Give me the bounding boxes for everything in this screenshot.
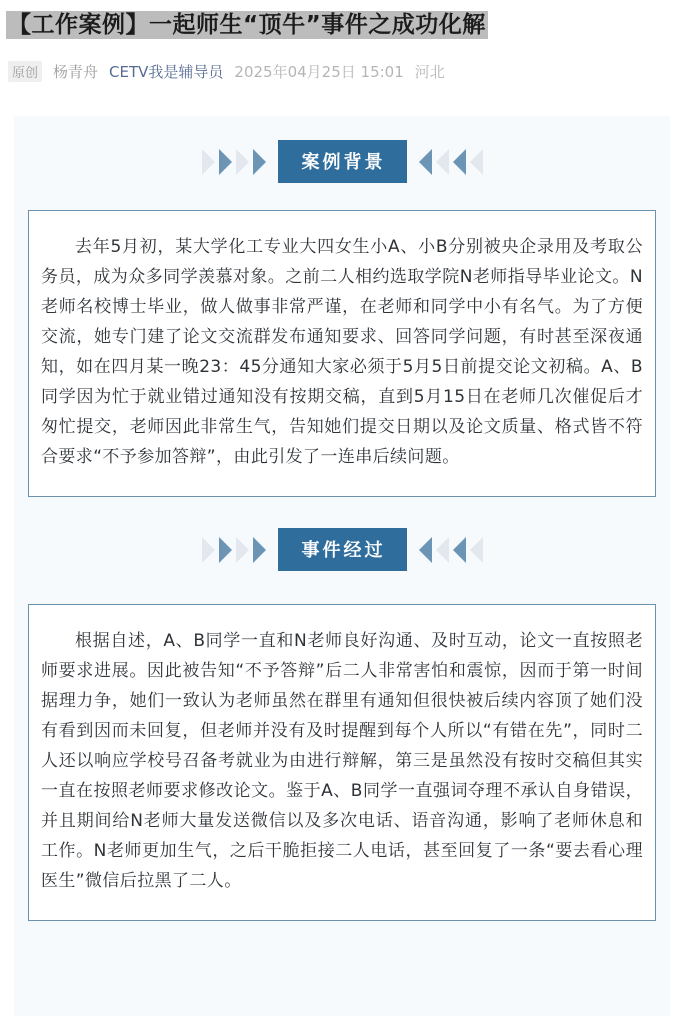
section-paragraph: 去年5月初，某大学化工专业大四女生小A、小B分别被央企录用及考取公务员，成为众多同学羡慕对象。之前二人相约选取学院N老师指导毕业论文。N老师名校博士毕业，做人做事非常严谨，在老师和同学中小有名气。为了方便交流，她专门建了论文交流群发布通知要求、回答同学问题，有时甚至深夜通知，如在四月某一晚23：45分通知大家必须于5月5日前提交论文初稿。A、B同学因为忙于就业错过通知没有按期交稿，直到5月15日在老师几次催促后才匆忙提交，老师因此非常生气，告知她们提交日期以及论文质量、格式皆不符合要求“不予参加答辩”，由此引发了一连串后续问题。 bbox=[41, 237, 643, 467]
arrow-left-icon bbox=[470, 149, 483, 175]
arrow-right-icon bbox=[202, 149, 215, 175]
arrow-left-icon bbox=[419, 537, 432, 563]
section-textbox-background bbox=[28, 210, 656, 497]
arrow-right-icon bbox=[236, 149, 249, 175]
arrow-right-icon bbox=[219, 537, 232, 563]
decorative-arrows-right bbox=[419, 149, 483, 175]
arrow-left-icon bbox=[470, 537, 483, 563]
arrow-right-icon bbox=[253, 537, 266, 563]
section-heading: 事件经过 bbox=[278, 528, 407, 571]
arrow-right-icon bbox=[253, 149, 266, 175]
article-card bbox=[14, 116, 670, 1016]
section-heading: 案例背景 bbox=[278, 140, 407, 183]
section-banner-background bbox=[28, 140, 656, 183]
original-badge: 原创 bbox=[8, 61, 42, 82]
section-banner-process bbox=[28, 528, 656, 571]
arrow-left-icon bbox=[419, 149, 432, 175]
arrow-right-icon bbox=[202, 537, 215, 563]
decorative-arrows-left bbox=[202, 537, 266, 563]
arrow-right-icon bbox=[219, 149, 232, 175]
author-name: 杨青舟 bbox=[53, 63, 99, 81]
section-paragraph: 根据自述，A、B同学一直和N老师良好沟通、及时互动，论文一直按照老师要求进展。因此被告知“不予答辩”后二人非常害怕和震惊，因而于第一时间据理力争，她们一致认为老师虽然在群里有通知但很快被后续内容顶了她们没有看到因而未回复，但老师并没有及时提醒到每个人所以“有错在先”，同时二人还以响应学校号召备考就业为由进行辩解，第三是虽然没有按时交稿但其实一直在按照老师要求修改论文。鉴于A、B同学一直强词夺理不承认自身错误，并且期间给N老师大量发送微信以及多次电话、语音沟通，影响了老师休息和工作。N老师更加生气，之后干脆拒接二人电话，甚至回复了一条“要去看心理医生”微信后拉黑了二人。 bbox=[41, 631, 643, 891]
section-textbox-process bbox=[28, 604, 656, 921]
arrow-right-icon bbox=[236, 537, 249, 563]
arrow-left-icon bbox=[436, 149, 449, 175]
page-title bbox=[6, 8, 678, 42]
decorative-arrows-right bbox=[419, 537, 483, 563]
page-title-text: 【工作案例】一起师生“顶牛”事件之成功化解 bbox=[8, 12, 486, 38]
byline bbox=[8, 61, 678, 82]
arrow-left-icon bbox=[436, 537, 449, 563]
account-link[interactable]: CETV我是辅导员 bbox=[109, 63, 224, 81]
decorative-arrows-left bbox=[202, 149, 266, 175]
publish-location: 河北 bbox=[414, 63, 445, 81]
arrow-left-icon bbox=[453, 149, 466, 175]
publish-datetime: 2025年04月25日 15:01 bbox=[234, 63, 404, 81]
arrow-left-icon bbox=[453, 537, 466, 563]
